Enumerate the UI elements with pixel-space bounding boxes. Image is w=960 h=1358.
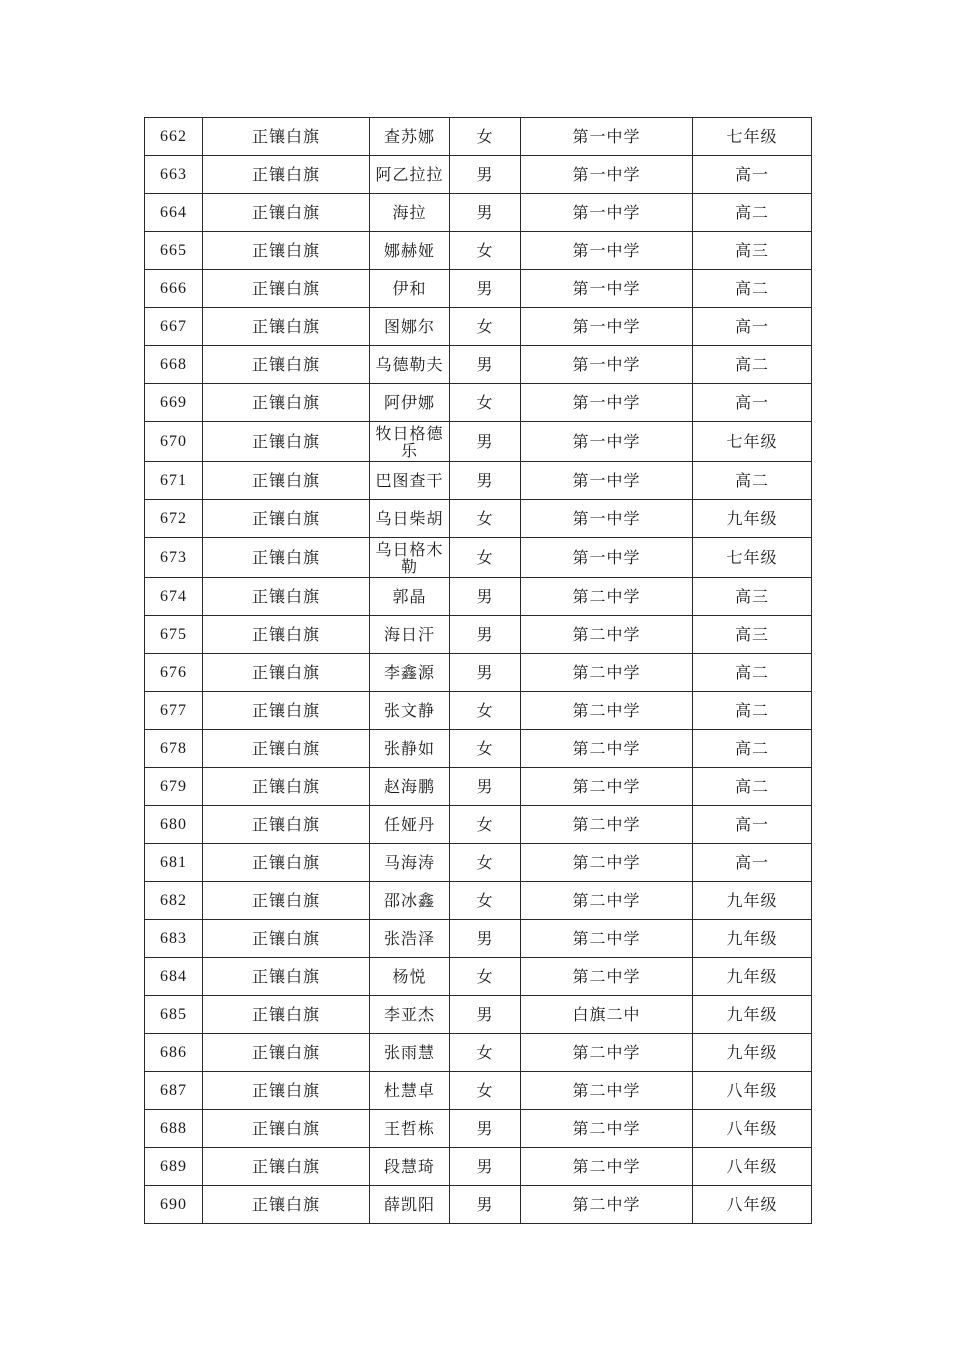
cell-student-name: 郭晶 [370, 578, 450, 616]
cell-school: 第一中学 [521, 156, 693, 194]
cell-banner: 正镶白旗 [203, 616, 370, 654]
cell-grade: 高三 [693, 232, 812, 270]
cell-banner: 正镶白旗 [203, 844, 370, 882]
cell-student-name: 乌日柴胡 [370, 500, 450, 538]
cell-school: 第二中学 [521, 1186, 693, 1224]
cell-student-name: 乌日格木勒 [370, 538, 450, 578]
cell-school: 第二中学 [521, 1110, 693, 1148]
table-row [145, 616, 812, 654]
cell-school: 第二中学 [521, 882, 693, 920]
cell-student-name: 阿乙拉拉 [370, 156, 450, 194]
cell-number: 668 [145, 346, 203, 384]
cell-student-name: 查苏娜 [370, 118, 450, 156]
cell-gender: 女 [450, 844, 521, 882]
table-row [145, 270, 812, 308]
cell-gender: 男 [450, 920, 521, 958]
cell-grade: 高三 [693, 616, 812, 654]
cell-student-name: 张浩泽 [370, 920, 450, 958]
table-row [145, 730, 812, 768]
cell-number: 689 [145, 1148, 203, 1186]
cell-number: 673 [145, 538, 203, 578]
cell-student-name: 杨悦 [370, 958, 450, 996]
table-row [145, 462, 812, 500]
cell-banner: 正镶白旗 [203, 1148, 370, 1186]
cell-number: 690 [145, 1186, 203, 1224]
cell-student-name: 李鑫源 [370, 654, 450, 692]
cell-number: 675 [145, 616, 203, 654]
cell-grade: 七年级 [693, 118, 812, 156]
cell-school: 第二中学 [521, 692, 693, 730]
table-row [145, 1072, 812, 1110]
cell-grade: 九年级 [693, 500, 812, 538]
cell-banner: 正镶白旗 [203, 1110, 370, 1148]
cell-student-name: 张静如 [370, 730, 450, 768]
cell-school: 第一中学 [521, 270, 693, 308]
cell-school: 第二中学 [521, 1072, 693, 1110]
cell-school: 第二中学 [521, 654, 693, 692]
cell-grade: 高二 [693, 270, 812, 308]
table-row [145, 578, 812, 616]
cell-gender: 女 [450, 692, 521, 730]
cell-banner: 正镶白旗 [203, 996, 370, 1034]
cell-school: 第一中学 [521, 538, 693, 578]
cell-grade: 高一 [693, 156, 812, 194]
cell-banner: 正镶白旗 [203, 422, 370, 462]
table-row [145, 654, 812, 692]
cell-gender: 男 [450, 578, 521, 616]
cell-number: 669 [145, 384, 203, 422]
table-row [145, 958, 812, 996]
cell-number: 680 [145, 806, 203, 844]
cell-number: 666 [145, 270, 203, 308]
cell-grade: 高二 [693, 462, 812, 500]
table-row [145, 384, 812, 422]
cell-student-name: 乌德勒夫 [370, 346, 450, 384]
cell-grade: 高二 [693, 194, 812, 232]
cell-gender: 男 [450, 194, 521, 232]
table-row [145, 1034, 812, 1072]
cell-banner: 正镶白旗 [203, 1034, 370, 1072]
cell-number: 671 [145, 462, 203, 500]
cell-grade: 高二 [693, 692, 812, 730]
cell-school: 第二中学 [521, 920, 693, 958]
cell-number: 687 [145, 1072, 203, 1110]
cell-school: 第二中学 [521, 578, 693, 616]
cell-student-name: 海拉 [370, 194, 450, 232]
cell-number: 678 [145, 730, 203, 768]
cell-number: 679 [145, 768, 203, 806]
cell-gender: 女 [450, 1072, 521, 1110]
table-row [145, 996, 812, 1034]
cell-student-name: 任娅丹 [370, 806, 450, 844]
cell-grade: 高一 [693, 384, 812, 422]
cell-gender: 男 [450, 1186, 521, 1224]
cell-school: 第一中学 [521, 118, 693, 156]
cell-number: 670 [145, 422, 203, 462]
cell-student-name: 娜赫娅 [370, 232, 450, 270]
cell-student-name: 杜慧卓 [370, 1072, 450, 1110]
cell-number: 663 [145, 156, 203, 194]
cell-school: 第二中学 [521, 1148, 693, 1186]
cell-grade: 七年级 [693, 538, 812, 578]
cell-grade: 八年级 [693, 1148, 812, 1186]
cell-gender: 男 [450, 270, 521, 308]
cell-banner: 正镶白旗 [203, 1186, 370, 1224]
cell-number: 688 [145, 1110, 203, 1148]
cell-number: 681 [145, 844, 203, 882]
table-row [145, 194, 812, 232]
cell-banner: 正镶白旗 [203, 654, 370, 692]
cell-banner: 正镶白旗 [203, 882, 370, 920]
table-row [145, 1186, 812, 1224]
cell-school: 第二中学 [521, 958, 693, 996]
cell-number: 684 [145, 958, 203, 996]
table-row [145, 920, 812, 958]
cell-banner: 正镶白旗 [203, 958, 370, 996]
cell-school: 白旗二中 [521, 996, 693, 1034]
cell-banner: 正镶白旗 [203, 308, 370, 346]
cell-school: 第一中学 [521, 500, 693, 538]
cell-gender: 女 [450, 1034, 521, 1072]
cell-gender: 女 [450, 118, 521, 156]
cell-grade: 八年级 [693, 1186, 812, 1224]
cell-grade: 八年级 [693, 1072, 812, 1110]
roster-table [144, 117, 812, 1224]
cell-student-name: 李亚杰 [370, 996, 450, 1034]
table-row [145, 118, 812, 156]
table-row [145, 806, 812, 844]
cell-gender: 男 [450, 462, 521, 500]
cell-gender: 女 [450, 308, 521, 346]
cell-school: 第一中学 [521, 462, 693, 500]
cell-banner: 正镶白旗 [203, 538, 370, 578]
cell-school: 第二中学 [521, 1034, 693, 1072]
cell-student-name: 王哲栋 [370, 1110, 450, 1148]
table-row [145, 1110, 812, 1148]
cell-school: 第一中学 [521, 308, 693, 346]
cell-banner: 正镶白旗 [203, 270, 370, 308]
cell-student-name: 图娜尔 [370, 308, 450, 346]
cell-banner: 正镶白旗 [203, 194, 370, 232]
cell-grade: 九年级 [693, 920, 812, 958]
cell-school: 第二中学 [521, 806, 693, 844]
table-row [145, 882, 812, 920]
cell-banner: 正镶白旗 [203, 500, 370, 538]
cell-gender: 女 [450, 232, 521, 270]
table-row [145, 844, 812, 882]
cell-gender: 女 [450, 538, 521, 578]
cell-number: 662 [145, 118, 203, 156]
cell-gender: 女 [450, 806, 521, 844]
cell-grade: 高二 [693, 654, 812, 692]
cell-grade: 高二 [693, 346, 812, 384]
cell-number: 665 [145, 232, 203, 270]
cell-banner: 正镶白旗 [203, 806, 370, 844]
table-row [145, 538, 812, 578]
cell-school: 第一中学 [521, 384, 693, 422]
cell-gender: 男 [450, 996, 521, 1034]
cell-gender: 女 [450, 882, 521, 920]
cell-student-name: 张雨慧 [370, 1034, 450, 1072]
table-row [145, 422, 812, 462]
cell-banner: 正镶白旗 [203, 232, 370, 270]
cell-number: 677 [145, 692, 203, 730]
table-row [145, 308, 812, 346]
cell-gender: 男 [450, 422, 521, 462]
roster-table-body [145, 118, 812, 1224]
table-row [145, 1148, 812, 1186]
cell-grade: 高一 [693, 308, 812, 346]
cell-grade: 九年级 [693, 958, 812, 996]
cell-grade: 九年级 [693, 1034, 812, 1072]
cell-school: 第一中学 [521, 232, 693, 270]
cell-banner: 正镶白旗 [203, 346, 370, 384]
cell-banner: 正镶白旗 [203, 1072, 370, 1110]
cell-student-name: 巴图查干 [370, 462, 450, 500]
cell-grade: 九年级 [693, 996, 812, 1034]
cell-gender: 女 [450, 958, 521, 996]
cell-gender: 男 [450, 346, 521, 384]
cell-student-name: 段慧琦 [370, 1148, 450, 1186]
cell-school: 第二中学 [521, 844, 693, 882]
cell-grade: 七年级 [693, 422, 812, 462]
cell-gender: 女 [450, 384, 521, 422]
cell-student-name: 伊和 [370, 270, 450, 308]
cell-number: 685 [145, 996, 203, 1034]
cell-gender: 男 [450, 654, 521, 692]
cell-banner: 正镶白旗 [203, 730, 370, 768]
cell-school: 第一中学 [521, 194, 693, 232]
cell-number: 676 [145, 654, 203, 692]
cell-banner: 正镶白旗 [203, 920, 370, 958]
cell-grade: 八年级 [693, 1110, 812, 1148]
cell-school: 第二中学 [521, 730, 693, 768]
cell-grade: 高一 [693, 806, 812, 844]
cell-gender: 男 [450, 156, 521, 194]
cell-number: 664 [145, 194, 203, 232]
cell-grade: 高二 [693, 730, 812, 768]
cell-student-name: 海日汗 [370, 616, 450, 654]
cell-grade: 高三 [693, 578, 812, 616]
cell-banner: 正镶白旗 [203, 578, 370, 616]
cell-gender: 男 [450, 1148, 521, 1186]
cell-grade: 九年级 [693, 882, 812, 920]
cell-banner: 正镶白旗 [203, 462, 370, 500]
cell-banner: 正镶白旗 [203, 118, 370, 156]
cell-number: 674 [145, 578, 203, 616]
table-row [145, 156, 812, 194]
cell-gender: 女 [450, 730, 521, 768]
cell-student-name: 牧日格德乐 [370, 422, 450, 462]
cell-gender: 男 [450, 616, 521, 654]
cell-number: 682 [145, 882, 203, 920]
cell-student-name: 薛凯阳 [370, 1186, 450, 1224]
table-row [145, 692, 812, 730]
cell-student-name: 邵冰鑫 [370, 882, 450, 920]
cell-gender: 男 [450, 768, 521, 806]
cell-gender: 男 [450, 1110, 521, 1148]
table-row [145, 232, 812, 270]
cell-school: 第一中学 [521, 346, 693, 384]
cell-student-name: 张文静 [370, 692, 450, 730]
cell-student-name: 马海涛 [370, 844, 450, 882]
table-row [145, 768, 812, 806]
table-row [145, 500, 812, 538]
cell-school: 第二中学 [521, 768, 693, 806]
cell-number: 672 [145, 500, 203, 538]
cell-number: 667 [145, 308, 203, 346]
cell-student-name: 阿伊娜 [370, 384, 450, 422]
cell-school: 第一中学 [521, 422, 693, 462]
cell-school: 第二中学 [521, 616, 693, 654]
cell-grade: 高二 [693, 768, 812, 806]
cell-student-name: 赵海鹏 [370, 768, 450, 806]
cell-banner: 正镶白旗 [203, 156, 370, 194]
cell-grade: 高一 [693, 844, 812, 882]
cell-number: 686 [145, 1034, 203, 1072]
cell-banner: 正镶白旗 [203, 692, 370, 730]
cell-banner: 正镶白旗 [203, 384, 370, 422]
cell-gender: 女 [450, 500, 521, 538]
cell-number: 683 [145, 920, 203, 958]
cell-banner: 正镶白旗 [203, 768, 370, 806]
table-row [145, 346, 812, 384]
